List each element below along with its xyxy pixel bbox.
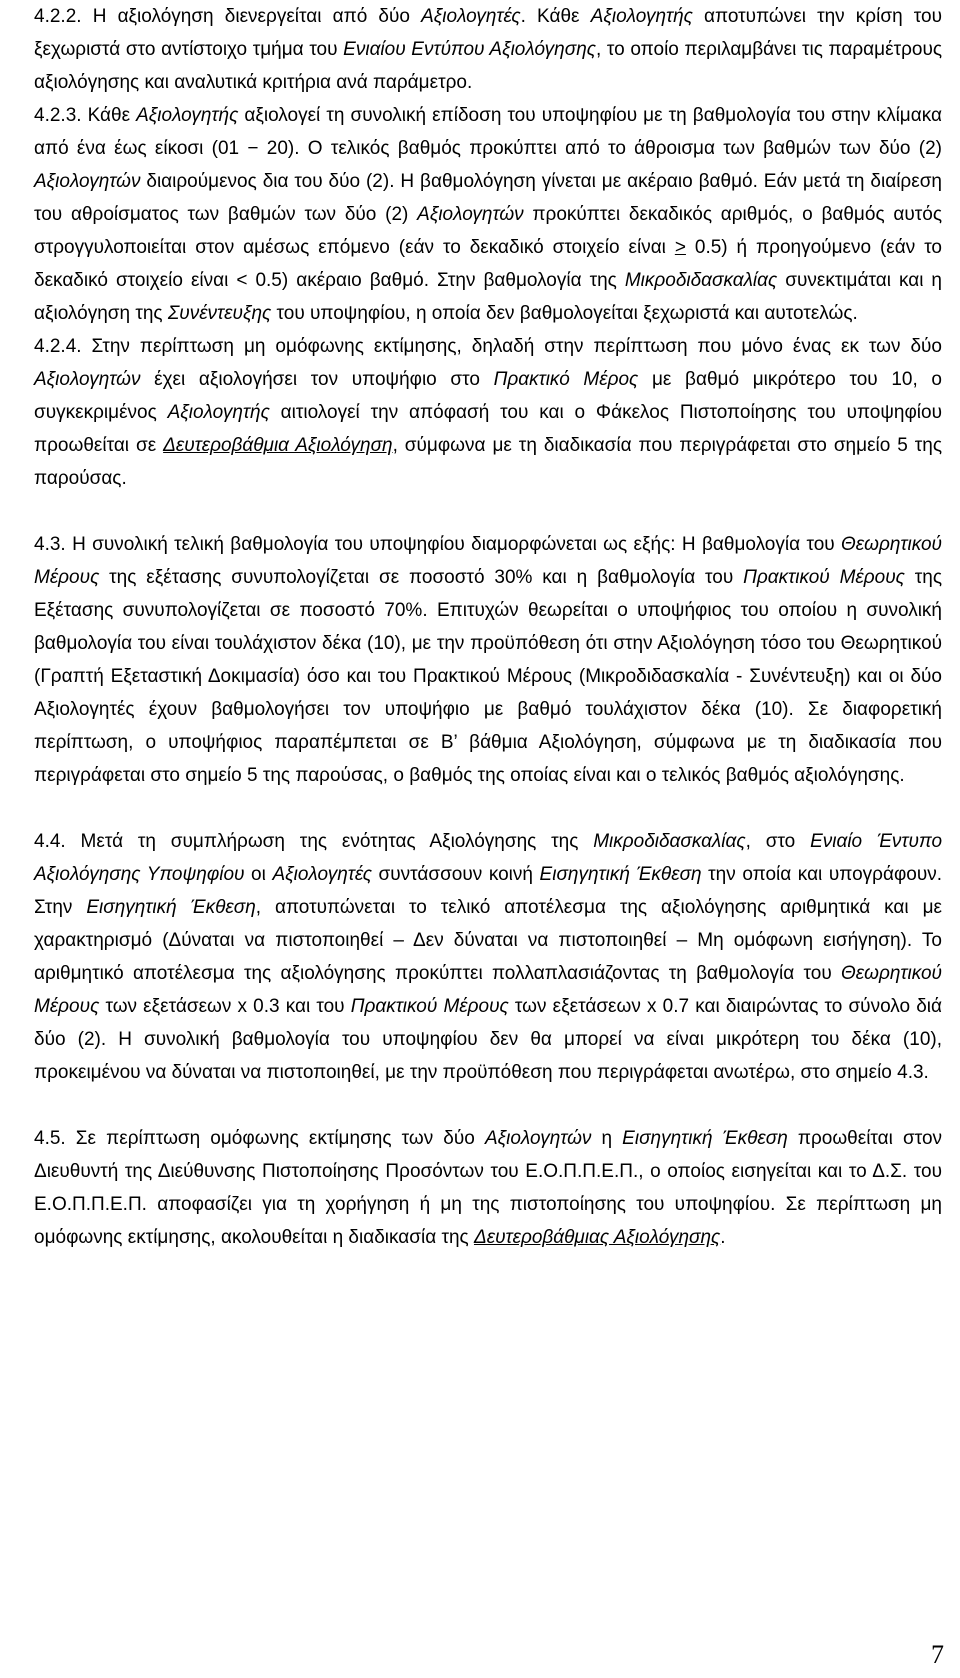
text-segment: , αποτυπώνεται το τελικό αποτέλεσμα της αξιολόγησης αριθμητικά και με χαρακτηρισμό (Δύναται να πιστοποιηθεί – Δεν δύναται να πιστοποιηθεί – Μη ομόφωνη εισήγηση). Το αριθμητικό αποτέλεσμα της αξιολόγησης προκύπτει πολλαπλασιάζοντας τη βαθμολογία του (34, 897, 942, 984)
text-segment: 4.4. Μετά τη συμπλήρωση της ενότητας Αξιολόγησης της (34, 831, 594, 852)
text-segment: Συνέντευξης (167, 303, 272, 324)
paragraph (34, 99, 942, 330)
text-segment: Εισηγητική Έκθεση (622, 1128, 788, 1149)
paragraph (34, 330, 942, 495)
text-segment: Αξιολογητών (484, 1128, 592, 1149)
text-segment: Πρακτικού Μέρους (350, 996, 509, 1017)
text-segment: της εξέτασης συνυπολογίζεται σε ποσοστό 30% και η βαθμολογία του (99, 567, 744, 588)
text-segment: αξιολογεί τη συνολική επίδοση του υποψηφίου με τη βαθμολογία του στην κλίμακα από ένα έως είκοσι (01 − 20). Ο τελικός βαθμός προκύπτει από το άθροισμα των βαθμών των δύο (2) (34, 105, 942, 159)
text-segment: η (591, 1128, 623, 1149)
text-segment: . (720, 1227, 726, 1248)
text-segment: Εισηγητική Έκθεση (539, 864, 702, 885)
text-segment: Αξιολογητών (417, 204, 524, 225)
text-segment: συντάσσουν κοινή (371, 864, 540, 885)
text-segment: Ενιαίου Εντύπου Αξιολόγησης (343, 39, 596, 60)
paragraph (34, 0, 942, 99)
text-segment: των εξετάσεων x 0.3 και του (99, 996, 351, 1017)
text-segment: Αξιολογητής (590, 6, 693, 27)
text-segment: οι (244, 864, 273, 885)
text-segment: προκύπτει δεκαδικός αριθμός, ο βαθμός αυτός στρογγυλοποιείται στον αμέσως επόμενο (εάν το δεκαδικό στοιχείο είναι (34, 204, 942, 258)
text-segment: συνεκτιμάται και η αξιολόγηση της (34, 270, 942, 324)
text-segment: αποτυπώνει την κρίση του ξεχωριστά στο αντίστοιχο τμήμα του (34, 6, 942, 60)
body-text (34, 0, 942, 1254)
text-segment: . Κάθε (520, 6, 591, 27)
paragraph (34, 825, 942, 1089)
text-segment: 4.2.3. Κάθε (34, 105, 137, 126)
text-segment: , το οποίο περιλαμβάνει τις παραμέτρους αξιολόγησης και αναλυτικά κριτήρια ανά παράμετρο. (34, 39, 943, 93)
text-segment: Εισηγητική Έκθεση (86, 897, 256, 918)
text-segment: 4.2.4. Στην περίπτωση μη ομόφωνης εκτίμησης, δηλαδή στην περίπτωση που μόνο ένας εκ των δύο (34, 336, 942, 357)
text-segment: αιτιολογεί την απόφασή του και ο Φάκελος Πιστοποίησης του υποψηφίου προωθείται σε (34, 402, 942, 456)
text-segment: Αξιολογητών (34, 171, 141, 192)
page-number: 7 (931, 1640, 944, 1669)
paragraph (34, 1122, 942, 1254)
text-segment: , σύμφωνα με τη διαδικασία που περιγράφεται στο σημείο 5 της παρούσας. (34, 435, 943, 489)
paragraph (34, 528, 942, 792)
text-segment: 4.2.2. Η αξιολόγηση διενεργείται από δύο (34, 6, 422, 27)
text-segment: των εξετάσεων x 0.7 και διαιρώντας το σύνολο διά δύο (2). Η συνολική βαθμολογία του υποψηφίου δεν θα μπορεί να είναι μικρότερη του δέκα (10), προκειμένου να δύναται να πιστοποιηθεί, με την προϋπόθεση που περιγράφεται ανωτέρω, στο σημείο 4.3. (34, 996, 942, 1083)
text-segment: του υποψηφίου, η οποία δεν βαθμολογείται ξεχωριστά και αυτοτελώς. (271, 303, 858, 324)
text-segment: Αξιολογητών (34, 369, 141, 390)
text-segment: Θεωρητικού Μέρους (34, 534, 942, 588)
text-segment: Πρακτικού Μέρους (743, 567, 905, 588)
paragraph-gap (34, 1089, 942, 1122)
text-segment: Μικροδιδασκαλίας (624, 270, 778, 291)
text-segment: Αξιολογητής (136, 105, 239, 126)
text-segment: 4.5. Σε περίπτωση ομόφωνης εκτίμησης των δύο (34, 1128, 485, 1149)
text-segment: με βαθμό μικρότερο του 10, ο συγκεκριμένος (34, 369, 942, 423)
text-segment: 0.5) ή προηγούμενο (εάν το δεκαδικό στοιχείο είναι < 0.5) ακέραιο βαθμό. Στην βαθμολογία της (34, 237, 942, 291)
text-segment: Δευτεροβάθμια Αξιολόγηση (163, 435, 393, 456)
paragraph-gap (34, 495, 942, 528)
text-segment: Αξιολογητής (167, 402, 270, 423)
text-segment: 4.3. Η συνολική τελική βαθμολογία του υποψηφίου διαμορφώνεται ως εξής: Η βαθμολογία του (34, 534, 842, 555)
text-segment: Αξιολογητές (272, 864, 372, 885)
text-segment: , στο (745, 831, 811, 852)
text-segment: την οποία και υπογράφουν. Στην (34, 864, 942, 918)
text-segment: έχει αξιολογήσει τον υποψήφιο στο (140, 369, 494, 390)
text-segment: Μικροδιδασκαλίας (593, 831, 746, 852)
text-segment: Θεωρητικού Μέρους (34, 963, 942, 1017)
text-segment: της Εξέτασης συνυπολογίζεται σε ποσοστό 70%. Επιτυχών θεωρείται ο υποψήφιος του οποίου η συνολική βαθμολογία του είναι τουλάχιστον δέκα (10), με την προϋπόθεση ότι στην Αξιολόγηση τόσο του Θεωρητικού (Γραπτή Εξεταστική Δοκιμασία) όσο και του Πρακτικού Μέρους (Μικροδιδασκαλία - Συνέντευξη) και οι δύο Αξιολογητές έχουν βαθμολογήσει τον υποψήφιο με βαθμό τουλάχιστον δέκα (10). Σε διαφορετική περίπτωση, ο υποψήφιος παραπέμπεται σε Β’ βάθμια Αξιολόγηση, σύμφωνα με τη διαδικασία που περιγράφεται στο σημείο 5 της παρούσας, ο βαθμός της οποίας είναι και ο τελικός βαθμός αξιολόγησης. (34, 567, 943, 786)
text-segment: > (674, 237, 686, 258)
text-segment: Ενιαίο Έντυπο Αξιολόγησης Υποψηφίου (34, 831, 943, 885)
text-segment: Δευτεροβάθμιας Αξιολόγησης (473, 1227, 721, 1248)
paragraph-gap (34, 792, 942, 825)
text-segment: Πρακτικό Μέρος (493, 369, 639, 390)
text-segment: προωθείται στον Διευθυντή της Διεύθυνσης Πιστοποίησης Προσόντων του Ε.Ο.Π.Π.Ε.Π., ο οποίος εισηγείται και το Δ.Σ. του Ε.Ο.Π.Π.Ε.Π. αποφασίζει για τη χορήγηση ή μη της πιστοποίησης του υποψηφίου. Σε περίπτωση μη ομόφωνης εκτίμησης, ακολουθείται η διαδικασία της (34, 1128, 943, 1248)
text-segment: διαιρούμενος δια του δύο (2). Η βαθμολόγηση γίνεται με ακέραιο βαθμό. Εάν μετά τη διαίρεση του αθροίσματος των βαθμών των δύο (2) (34, 171, 942, 225)
text-segment: Αξιολογητές (421, 6, 521, 27)
